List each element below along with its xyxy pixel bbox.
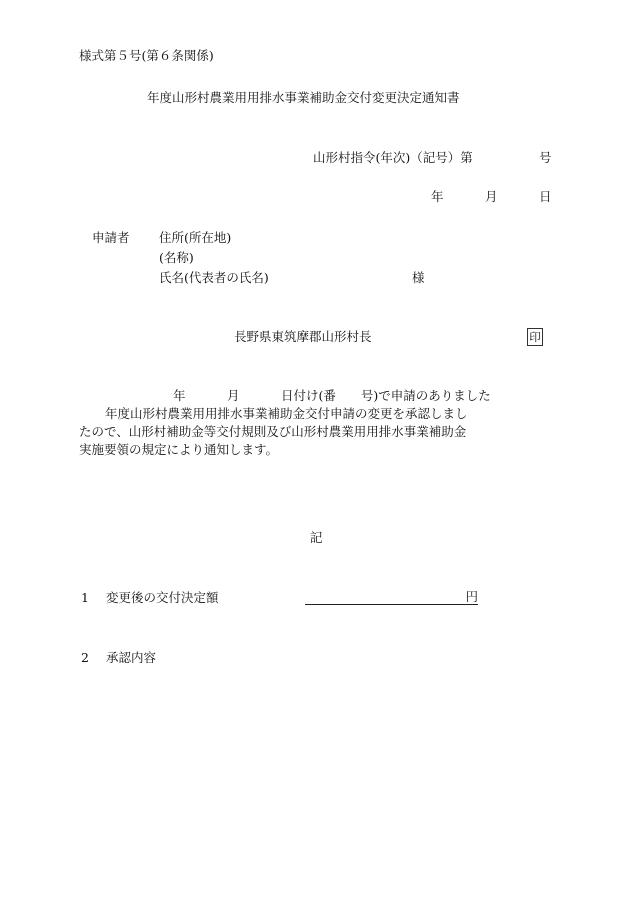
applicant-representative: 氏名(代表者の氏名) (159, 270, 269, 285)
item-number: 1 (81, 590, 89, 605)
applicant-name: (名称) (159, 250, 194, 265)
body-line-2: 年度山形村農業用用排水事業補助金交付申請の変更を承認しまし (105, 406, 468, 421)
body-month: 月 (227, 388, 240, 403)
item-label-amount: 変更後の交付決定額 (106, 590, 219, 605)
body-line-4: 実施要領の規定により通知します。 (79, 442, 279, 457)
body-year: 年 (173, 388, 186, 403)
date-day: 日 (539, 189, 552, 204)
amount-field (305, 589, 478, 605)
date-month: 月 (485, 189, 498, 204)
record-mark: 記 (310, 530, 323, 545)
applicant-label: 申請者 (92, 230, 130, 245)
date-year: 年 (431, 189, 444, 204)
document-title: 年度山形村農業用用排水事業補助金交付変更決定通知書 (147, 90, 460, 105)
form-number: 様式第５号(第６条関係) (79, 48, 214, 63)
applicant-address: 住所(所在地) (159, 230, 232, 245)
seal-mark: 印 (527, 328, 543, 346)
amount-unit: 円 (465, 589, 478, 604)
body-line-3: たので、山形村補助金等交付規則及び山形村農業用用排水事業補助金 (79, 424, 467, 439)
body-line-1: 日付け(番 号)で申請のありました (281, 388, 491, 403)
reference-suffix: 号 (539, 150, 552, 165)
issuer-name: 長野県東筑摩郡山形村長 (234, 329, 372, 344)
reference-prefix: 山形村指令(年次)（記号）第 (313, 150, 473, 165)
applicant-honorific: 様 (412, 270, 425, 285)
item-label-approval: 承認内容 (106, 650, 157, 665)
item-number: 2 (81, 650, 89, 665)
